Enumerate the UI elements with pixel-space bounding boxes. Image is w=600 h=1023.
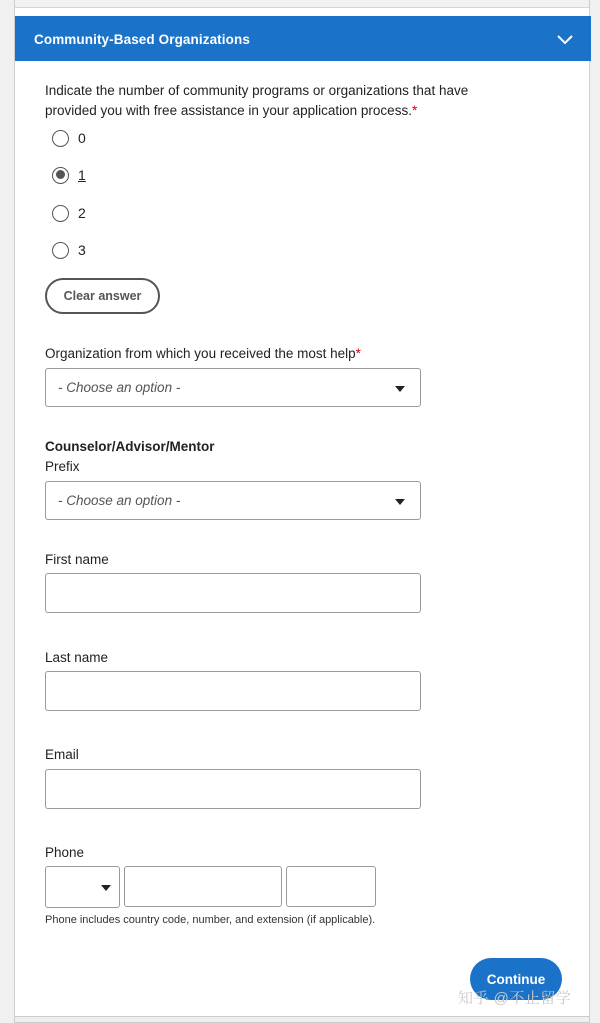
caret-down-icon xyxy=(395,386,405,392)
radio-option-3[interactable] xyxy=(52,238,86,262)
continue-button[interactable]: Continue xyxy=(470,958,562,1000)
radio-label: 2 xyxy=(78,205,86,221)
clear-answer-button[interactable]: Clear answer xyxy=(45,278,160,314)
caret-down-icon xyxy=(395,499,405,505)
required-mark: * xyxy=(355,346,361,361)
radio-option-1[interactable] xyxy=(52,163,86,187)
prefix-select[interactable] xyxy=(45,481,421,520)
select-placeholder: - Choose an option - xyxy=(58,380,181,395)
phone-label: Phone xyxy=(45,845,85,860)
radio-option-0[interactable] xyxy=(52,126,86,150)
counselor-heading: Counselor/Advisor/Mentor xyxy=(45,439,215,454)
first-name-input[interactable] xyxy=(45,573,421,613)
last-name-label: Last name xyxy=(45,650,109,665)
phone-number-input[interactable] xyxy=(124,866,282,907)
caret-down-icon xyxy=(101,885,111,891)
chevron-down-icon[interactable] xyxy=(557,32,573,50)
select-placeholder: - Choose an option - xyxy=(58,493,181,508)
section-header[interactable] xyxy=(15,16,591,61)
form-panel xyxy=(14,8,590,1016)
section-title: Community-Based Organizations xyxy=(34,32,250,47)
first-name-label: First name xyxy=(45,552,109,567)
organization-label: Organization from which you received the most help* xyxy=(45,346,361,361)
organization-select[interactable] xyxy=(45,368,421,407)
last-name-input[interactable] xyxy=(45,671,421,711)
previous-section-edge xyxy=(14,0,590,8)
required-mark: * xyxy=(411,103,418,118)
radio-button[interactable] xyxy=(52,242,69,259)
radio-button[interactable] xyxy=(52,205,69,222)
radio-option-2[interactable] xyxy=(52,201,86,225)
radio-button-checked[interactable] xyxy=(52,167,69,184)
email-input[interactable] xyxy=(45,769,421,809)
radio-label: 3 xyxy=(78,242,86,258)
radio-label: 0 xyxy=(78,130,86,146)
question-text: Indicate the number of community programs or organizations that have provided you with free assistance in your application process.* xyxy=(45,83,469,118)
watermark: 知乎 @不止留学 xyxy=(458,990,572,1007)
prefix-label: Prefix xyxy=(45,459,80,474)
phone-extension-input[interactable] xyxy=(286,866,376,907)
phone-hint: Phone includes country code, number, and extension (if applicable). xyxy=(45,914,376,926)
next-section-edge xyxy=(14,1016,590,1023)
email-label: Email xyxy=(45,747,79,762)
radio-label: 1 xyxy=(78,167,86,183)
phone-country-code-select[interactable] xyxy=(45,866,120,908)
radio-button[interactable] xyxy=(52,130,69,147)
